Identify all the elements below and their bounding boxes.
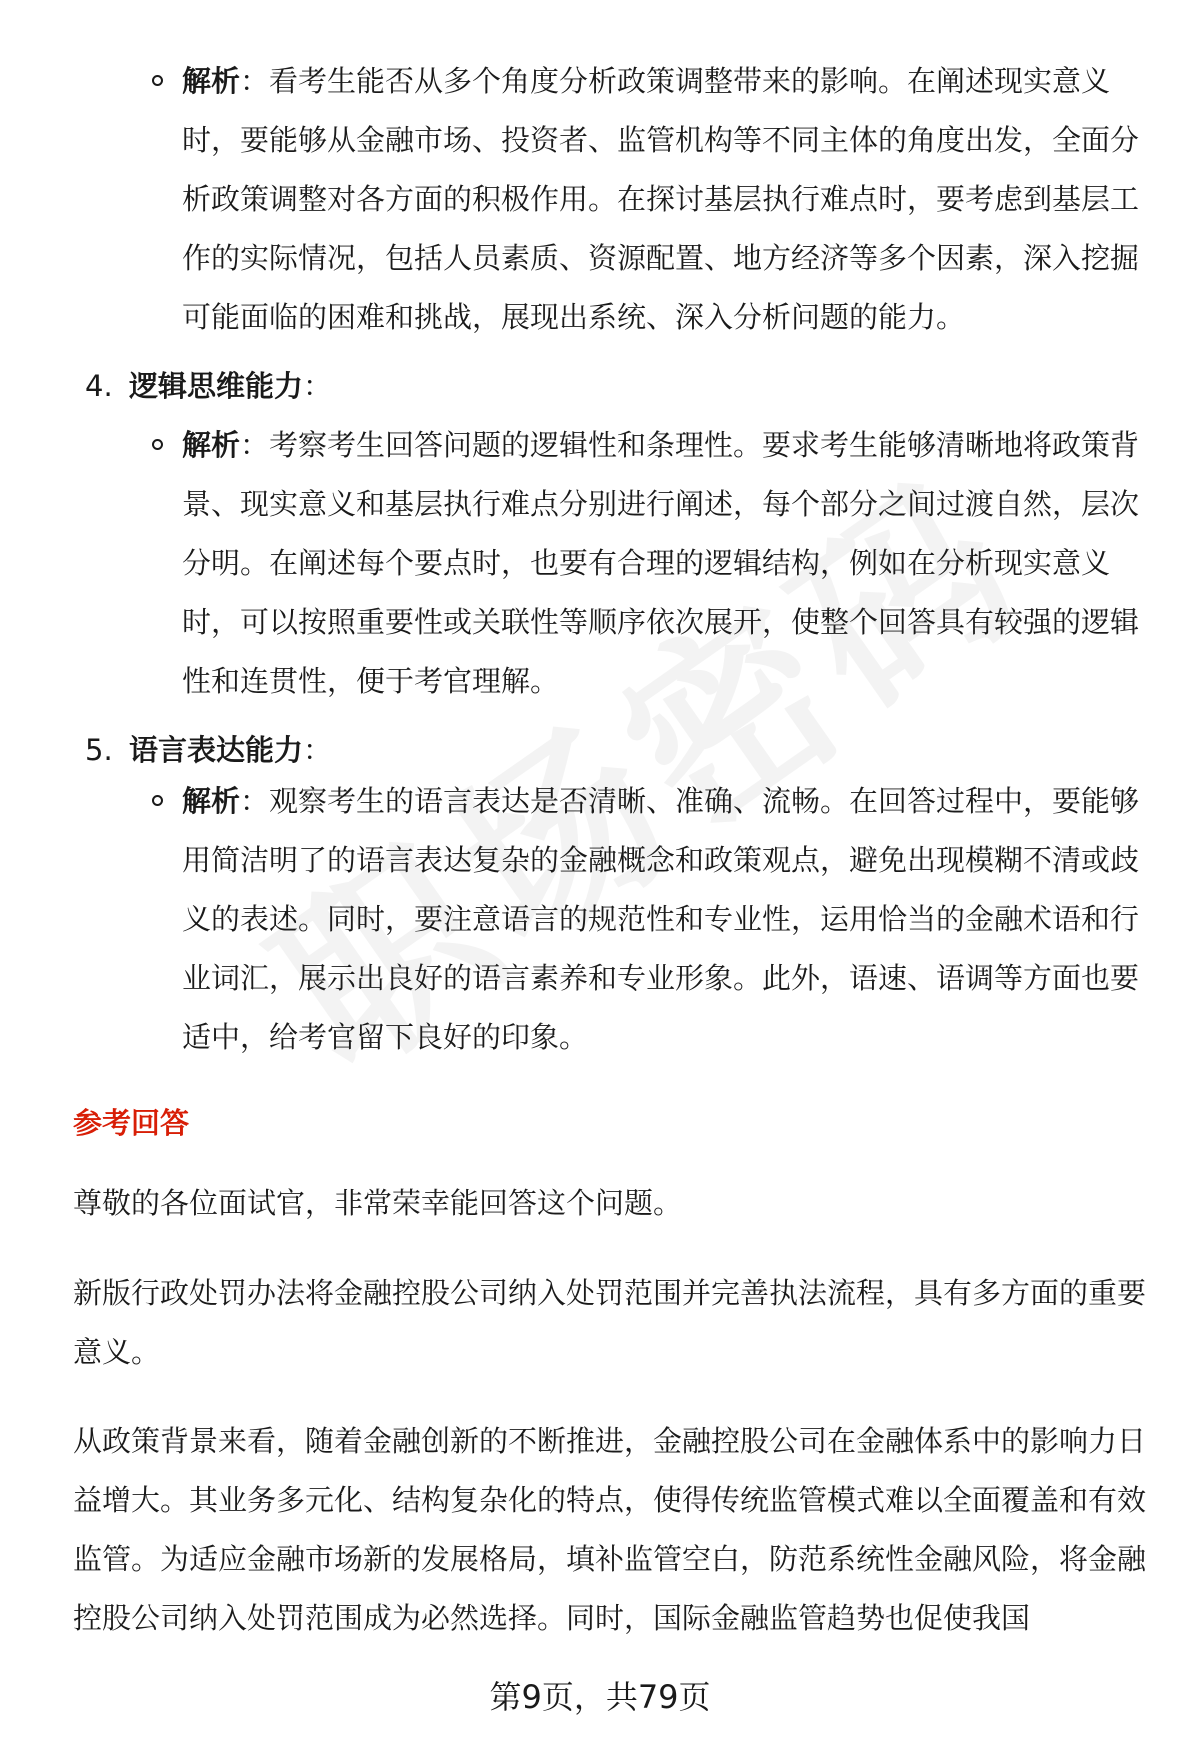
numbered-heading-4 — [85, 361, 332, 411]
analysis-label: 解析 — [182, 784, 241, 818]
analysis-item-4: 解析：考察考生回答问题的逻辑性和条理性。要求考生能够清晰地将政策背景、现实意义和基层执行难点分别进行阐述，每个部分之间过渡自然，层次分明。在阐述每个要点时，也要有合理的逻辑结构，例如在分析现实意义时，可以按照重要性或关联性等顺序依次展开，使整个回答具有较强的逻辑性和连贯性，便于考官理解。 — [182, 416, 1142, 711]
paragraph-2: 新版行政处罚办法将金融控股公司纳入处罚范围并完善执法流程，具有多方面的重要意义。 — [73, 1276, 1147, 1369]
numbered-heading-5 — [85, 725, 332, 775]
paragraph-3: 从政策背景来看，随着金融创新的不断推进，金融控股公司在金融体系中的影响力日益增大。其业务多元化、结构复杂化的特点，使得传统监管模式难以全面覆盖和有效监管。为适应金融市场新的发展格局，填补监管空白，防范系统性金融风险，将金融控股公司纳入处罚范围成为必然选择。同时，国际金融监管趋势也促使我国 — [73, 1424, 1147, 1635]
page-number-footer: 第9页，共79页 — [489, 1678, 711, 1716]
hollow-bullet-icon — [152, 795, 163, 806]
analysis-label: 解析 — [182, 428, 241, 462]
analysis-item-1: 解析：看考生能否从多个角度分析政策调整带来的影响。在阐述现实意义时，要能够从金融市场、投资者、监管机构等不同主体的角度出发，全面分析政策调整对各方面的积极作用。在探讨基层执行难点时，要考虑到基层工作的实际情况，包括人员素质、资源配置、地方经济等多个因素，深入挖掘可能面临的困难和挑战，展现出系统、深入分析问题的能力。 — [182, 52, 1142, 347]
analysis-label: 解析 — [182, 64, 241, 98]
analysis-item-5: 解析：观察考生的语言表达是否清晰、准确、流畅。在回答过程中，要能够用简洁明了的语言表达复杂的金融概念和政策观点，避免出现模糊不清或歧义的表述。同时，要注意语言的规范性和专业性，运用恰当的金融术语和行业词汇，展示出良好的语言素养和专业形象。此外，语速、语调等方面也要适中，给考官留下良好的印象。 — [182, 772, 1142, 1067]
heading-title: 逻辑思维能力 — [129, 369, 304, 403]
hollow-bullet-icon — [152, 439, 163, 450]
heading-suffix: ： — [303, 733, 333, 767]
heading-suffix: ： — [303, 369, 333, 403]
analysis-text: 观察考生的语言表达是否清晰、准确、流畅。在回答过程中，要能够用简洁明了的语言表达复杂的金融概念和政策观点，避免出现模糊不清或歧义的表述。同时，要注意语言的规范性和专业性，运用恰当的金融术语和行业词汇，展示出良好的语言素养和专业形象。此外，语速、语调等方面也要适中，给考官留下良好的印象。 — [182, 784, 1140, 1054]
item-number: 5. — [85, 733, 113, 767]
analysis-text: 看考生能否从多个角度分析政策调整带来的影响。在阐述现实意义时，要能够从金融市场、投资者、监管机构等不同主体的角度出发，全面分析政策调整对各方面的积极作用。在探讨基层执行难点时，要考虑到基层工作的实际情况，包括人员素质、资源配置、地方经济等多个因素，深入挖掘可能面临的困难和挑战，展现出系统、深入分析问题的能力。 — [182, 64, 1140, 334]
section-title-reference-answer: 参考回答 — [73, 1106, 190, 1140]
item-number: 4. — [85, 369, 113, 403]
analysis-text: 考察考生回答问题的逻辑性和条理性。要求考生能够清晰地将政策背景、现实意义和基层执行难点分别进行阐述，每个部分之间过渡自然，层次分明。在阐述每个要点时，也要有合理的逻辑结构，例如在分析现实意义时，可以按照重要性或关联性等顺序依次展开，使整个回答具有较强的逻辑性和连贯性，便于考官理解。 — [182, 428, 1140, 698]
paragraph-1: 尊敬的各位面试官，非常荣幸能回答这个问题。 — [73, 1186, 683, 1220]
heading-title: 语言表达能力 — [129, 733, 304, 767]
hollow-bullet-icon — [152, 75, 163, 86]
